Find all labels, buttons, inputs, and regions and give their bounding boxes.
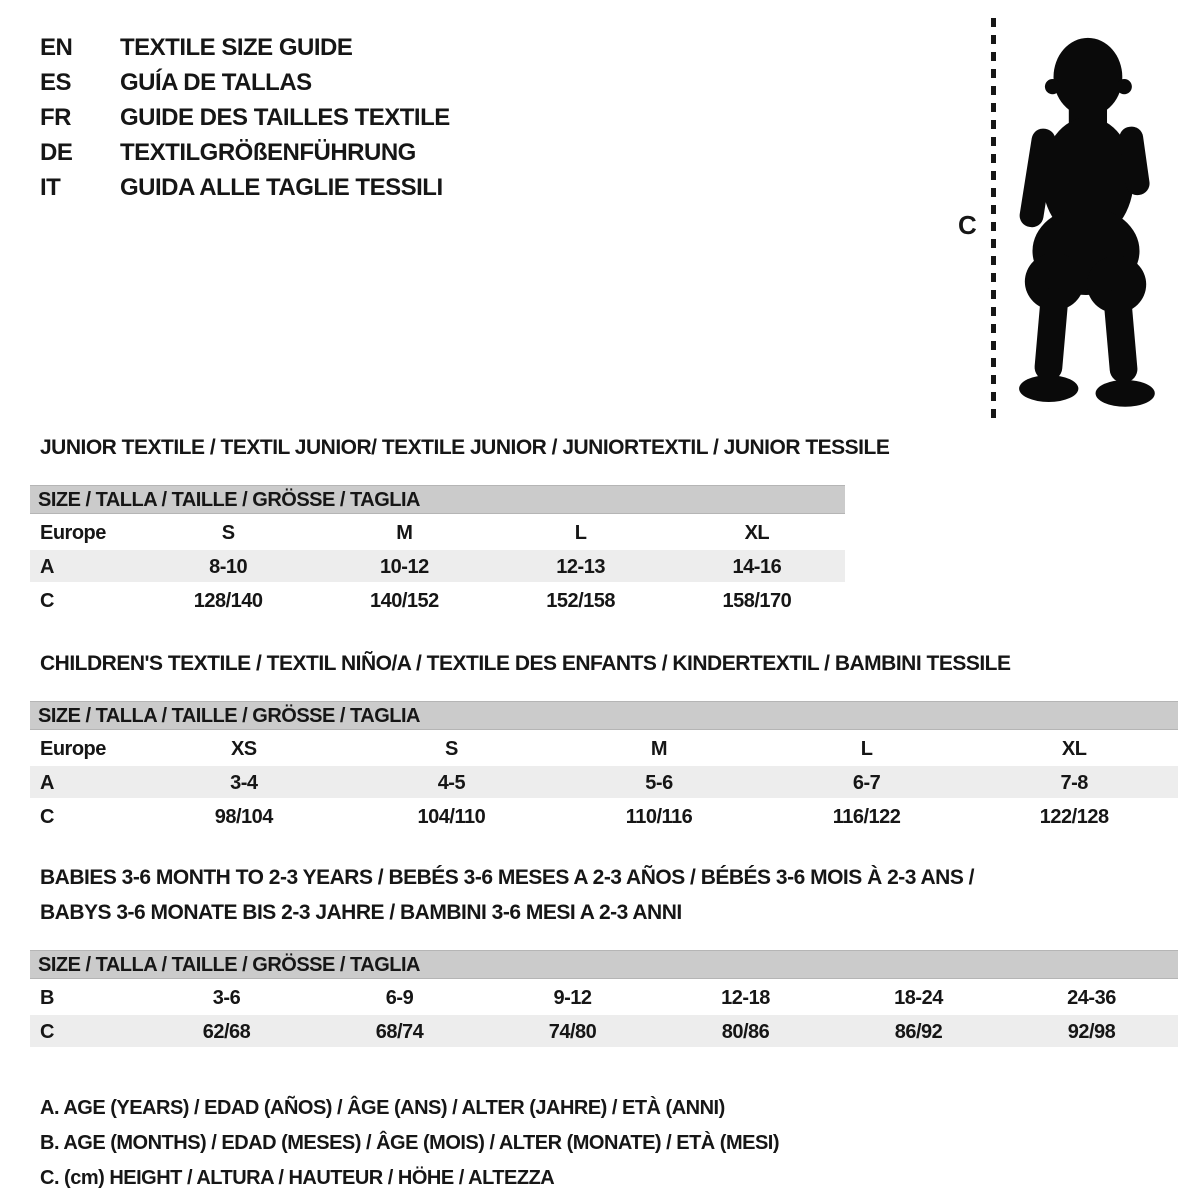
lang-code: EN [40, 34, 73, 61]
lang-code: DE [40, 139, 73, 166]
legend [40, 1091, 1178, 1196]
table-row [30, 550, 845, 584]
section-junior-title: JUNIOR TEXTILE / TEXTIL JUNIOR/ TEXTILE JUNIOR / JUNIORTEXTIL / JUNIOR TESSILE [40, 436, 890, 459]
section-junior [30, 430, 1178, 618]
row-label: C [40, 806, 54, 828]
table-cell: 116/122 [832, 806, 901, 828]
table-cell: M [650, 738, 668, 760]
table-cell: 92/98 [1067, 1021, 1116, 1043]
table-cell: 140/152 [369, 590, 439, 612]
table-cell: 6-9 [385, 987, 414, 1009]
table-cell: 152/158 [546, 590, 616, 612]
section-children [30, 646, 1178, 834]
lang-code: ES [40, 69, 72, 96]
table-cell: 14-16 [732, 556, 782, 578]
lang-label: GUIDA ALLE TAGLIE TESSILI [120, 174, 443, 201]
table-cell: 5-6 [645, 772, 673, 794]
table-cell: 8-10 [209, 556, 248, 578]
table-cell: S [221, 522, 235, 544]
table-cell: 86/92 [894, 1021, 943, 1043]
table-cell: XL [1061, 738, 1087, 760]
table-row [30, 732, 1178, 766]
table-cell: 74/80 [548, 1021, 597, 1043]
children-size-table [30, 701, 1178, 834]
lang-label: GUIDE DES TAILLES TEXTILE [120, 104, 450, 131]
table-cell: 4-5 [437, 772, 466, 794]
table-row [30, 516, 845, 550]
table-cell: L [860, 738, 873, 760]
size-header-bar: SIZE / TALLA / TAILLE / GRÖSSE / TAGLIA [30, 701, 1178, 730]
table-cell: 104/110 [417, 806, 486, 828]
lang-label: GUÍA DE TALLAS [120, 69, 312, 96]
lang-label: TEXTILE SIZE GUIDE [120, 34, 353, 61]
section-babies-title-line1: BABIES 3-6 MONTH TO 2-3 YEARS / BEBÉS 3-6 MESES A 2-3 AÑOS / BÉBÉS 3-6 MOIS À 2-3 ANS / [40, 866, 975, 889]
row-label: A [40, 556, 54, 578]
table-cell: 18-24 [894, 987, 943, 1009]
table-cell: S [444, 738, 458, 760]
row-label: Europe [40, 522, 106, 544]
table-cell: 98/104 [214, 806, 273, 828]
table-cell: 62/68 [202, 1021, 251, 1043]
table-cell: 3-4 [230, 772, 258, 794]
table-row [30, 584, 845, 618]
table-cell: 158/170 [722, 590, 792, 612]
lang-label: TEXTILGRÖßENFÜHRUNG [120, 139, 416, 166]
table-cell: XS [230, 738, 257, 760]
row-label: C [40, 590, 54, 612]
section-babies-title-line2: BABYS 3-6 MONATE BIS 2-3 JAHRE / BAMBINI 3-6 MESI A 2-3 ANNI [40, 901, 682, 924]
table-cell: M [396, 522, 413, 544]
lang-code: IT [40, 174, 61, 201]
table-row [30, 981, 1178, 1015]
section-babies [30, 860, 1178, 1049]
table-cell: 10-12 [380, 556, 429, 578]
legend-line-b: B. AGE (MONTHS) / EDAD (MESES) / ÂGE (MOIS) / ALTER (MONATE) / ETÀ (MESI) [40, 1132, 780, 1154]
size-header-bar: SIZE / TALLA / TAILLE / GRÖSSE / TAGLIA [30, 950, 1178, 979]
height-measure-label: C [958, 210, 977, 240]
table-row [30, 766, 1178, 800]
table-cell: 68/74 [375, 1021, 424, 1043]
table-cell: 110/116 [625, 806, 693, 828]
legend-line-c: C. (cm) HEIGHT / ALTURA / HAUTEUR / HÖHE / ALTEZZA [40, 1167, 555, 1189]
junior-size-table [30, 485, 845, 618]
section-children-title: CHILDREN'S TEXTILE / TEXTIL NIÑO/A / TEXTILE DES ENFANTS / KINDERTEXTIL / BAMBINI TESSILE [40, 652, 1011, 675]
table-cell: 9-12 [553, 987, 592, 1009]
table-rows [30, 516, 845, 618]
table-cell: 12-18 [721, 987, 770, 1009]
table-cell: 12-13 [556, 556, 605, 578]
table-cell: 7-8 [1060, 772, 1088, 794]
table-rows [30, 732, 1178, 834]
toddler-silhouette-icon [1000, 16, 1172, 421]
table-cell: 122/128 [1039, 806, 1109, 828]
row-label: C [40, 1021, 54, 1043]
lang-code: FR [40, 104, 71, 131]
size-header-bar: SIZE / TALLA / TAILLE / GRÖSSE / TAGLIA [30, 485, 845, 514]
height-dashed-line [991, 18, 996, 418]
table-row [30, 800, 1178, 834]
table-cell: L [574, 522, 587, 544]
height-measure-figure [922, 14, 1172, 424]
table-rows [30, 981, 1178, 1049]
table-cell: 6-7 [852, 772, 881, 794]
row-label: Europe [40, 738, 106, 760]
row-label: A [40, 772, 54, 794]
babies-size-table [30, 950, 1178, 1049]
table-cell: 24-36 [1067, 987, 1116, 1009]
table-cell: 128/140 [193, 590, 263, 612]
table-cell: XL [744, 522, 770, 544]
table-cell: 3-6 [212, 987, 241, 1009]
table-row [30, 1015, 1178, 1049]
row-label: B [40, 987, 54, 1009]
table-cell: 80/86 [721, 1021, 770, 1043]
legend-line-a: A. AGE (YEARS) / EDAD (AÑOS) / ÂGE (ANS) / ALTER (JAHRE) / ETÀ (ANNI) [40, 1097, 725, 1119]
